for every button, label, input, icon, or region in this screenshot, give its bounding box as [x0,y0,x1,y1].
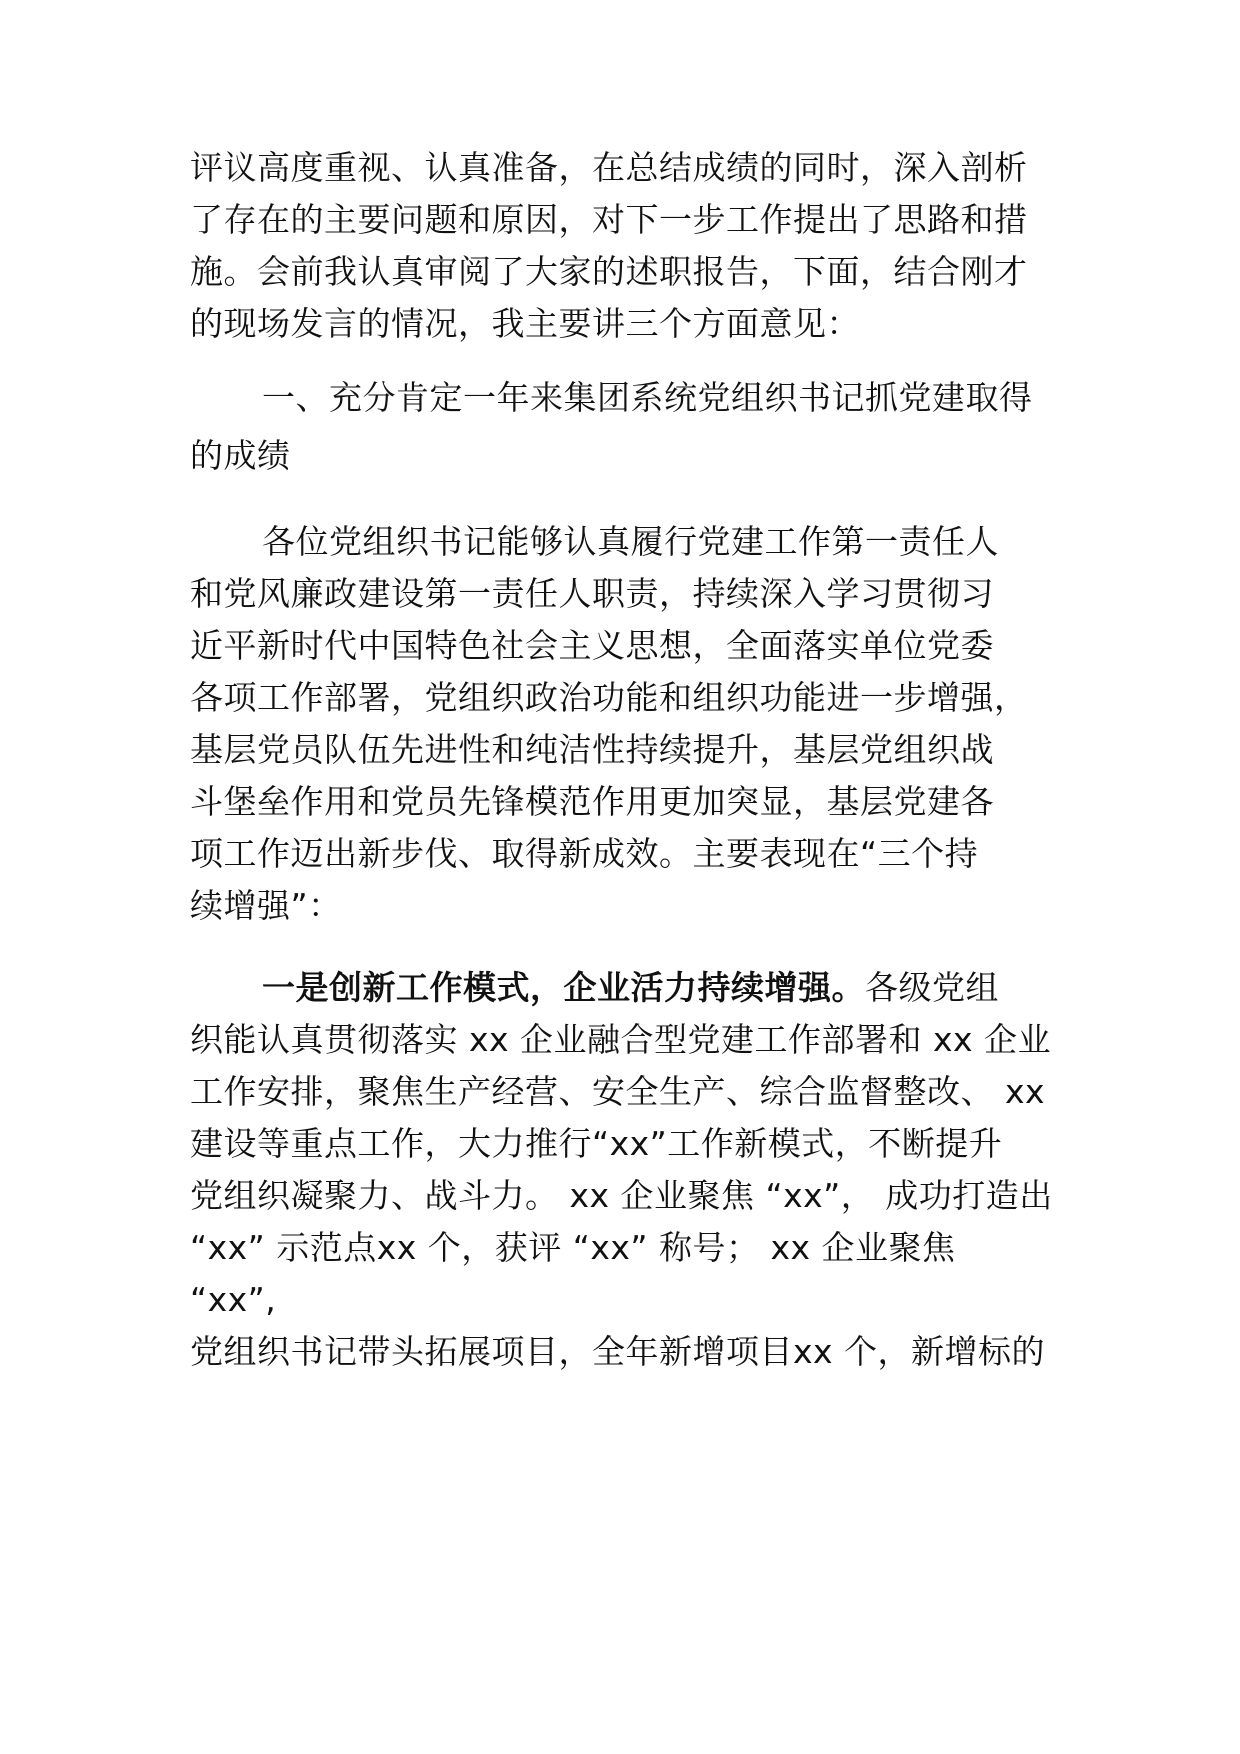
bold-paragraph-line-3: 工作安排，聚焦生产经营、安全生产、综合监督整改、 xx [190,1072,1046,1111]
paragraph-line-5: 基层党员队伍先进性和纯洁性持续提升，基层党组织战 [190,730,994,769]
text-line-3: 施。会前我认真审阅了大家的述职报告，下面，结合刚才 [190,252,1028,291]
text-line-1: 评议高度重视、认真准备，在总结成绩的同时，深入剖析 [190,148,1028,187]
bold-paragraph-line-8: 党组织书记带头拓展项目，全年新增项目xx 个，新增标的 [190,1332,1046,1371]
bold-paragraph-line-1 [262,966,999,1010]
paragraph-line-6: 斗堡垒作用和党员先锋模范作用更加突显，基层党建各 [190,782,994,821]
paragraph-line-8: 续增强”： [190,886,342,925]
bold-paragraph-line-4: 建设等重点工作，大力推行“xx”工作新模式，不断提升 [190,1124,1003,1163]
lead-continuation: 各级党组 [865,968,999,1007]
section-heading-line-2: 的成绩 [190,436,291,475]
bold-paragraph-line-6: “xx” 示范点xx 个，获评 “xx” 称号； xx 企业聚焦 [190,1228,956,1267]
bold-lead: 一是创新工作模式，企业活力持续增强。 [262,968,865,1007]
bold-paragraph-line-5: 党组织凝聚力、战斗力。 xx 企业聚焦 “xx”， 成功打造出 [190,1176,1053,1215]
text-line-4: 的现场发言的情况，我主要讲三个方面意见： [190,304,860,343]
paragraph-line-4: 各项工作部署，党组织政治功能和组织功能进一步增强， [190,678,1028,717]
section-heading-line-1: 一、充分肯定一年来集团系统党组织书记抓党建取得 [262,378,1033,417]
bold-paragraph-line-7: “xx”, [190,1280,277,1319]
text-line-2: 了存在的主要问题和原因，对下一步工作提出了思路和措 [190,200,1028,239]
paragraph-line-2: 和党风廉政建设第一责任人职责，持续深入学习贯彻习 [190,574,994,613]
paragraph-line-3: 近平新时代中国特色社会主义思想，全面落实单位党委 [190,626,994,665]
bold-paragraph-line-2: 织能认真贯彻落实 xx 企业融合型党建工作部署和 xx 企业 [190,1020,1052,1059]
paragraph-line-7: 项工作迈出新步伐、取得新成效。主要表现在“三个持 [190,834,979,873]
paragraph-line-1: 各位党组织书记能够认真履行党建工作第一责任人 [262,522,999,561]
